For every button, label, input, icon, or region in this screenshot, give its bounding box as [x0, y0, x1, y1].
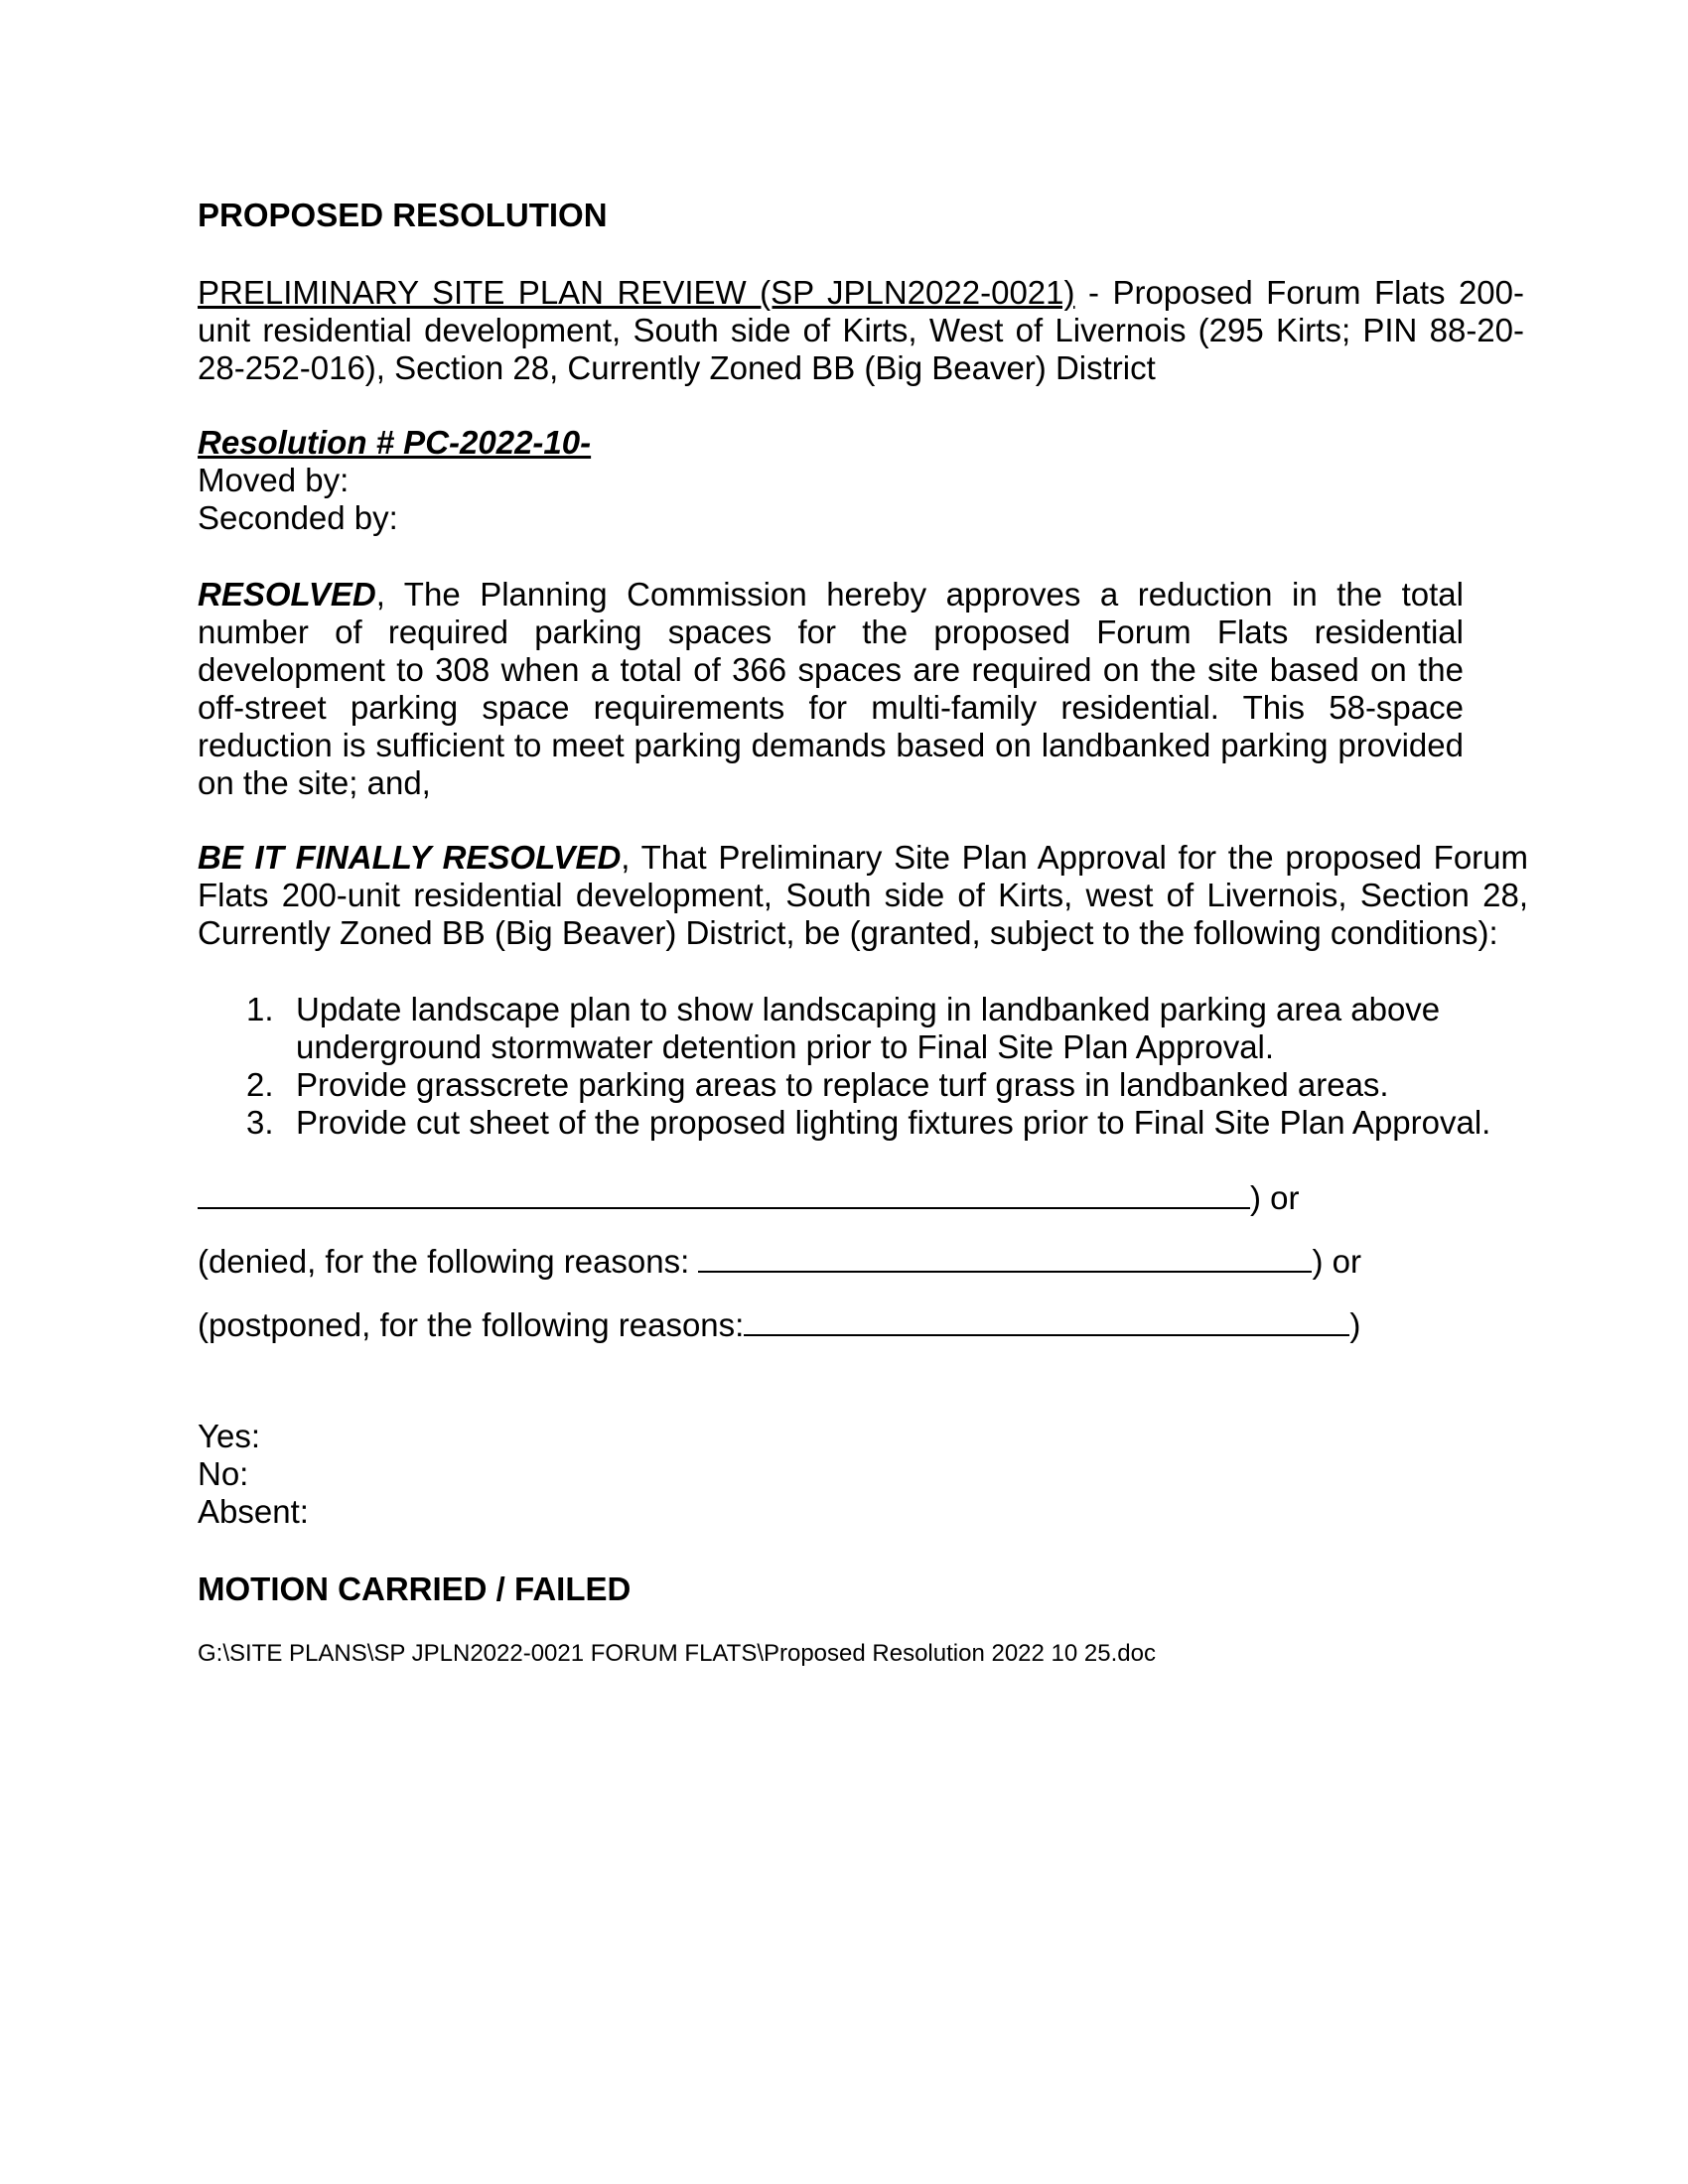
- vote-no-label: No:: [198, 1455, 249, 1492]
- document-title: PROPOSED RESOLUTION: [198, 197, 608, 233]
- resolved-lead: RESOLVED: [198, 576, 376, 613]
- vote-yes-label: Yes:: [198, 1418, 261, 1454]
- denied-suffix: ) or: [1312, 1243, 1361, 1280]
- list-item: [198, 1104, 1528, 1142]
- finally-resolved-paragraph: [198, 839, 1528, 952]
- condition-text: Provide grasscrete parking areas to replace turf grass in landbanked areas.: [296, 1066, 1389, 1103]
- denied-prefix: (denied, for the following reasons:: [198, 1243, 699, 1280]
- list-item: [198, 991, 1528, 1066]
- vote-absent-label: Absent:: [198, 1493, 309, 1530]
- postponed-blank-line: [744, 1304, 1349, 1336]
- resolved-text: , The Planning Commission hereby approves a reduction in the total number of required parking spaces for the proposed Forum Flats residential development to 308 when a total of 366 spaces are required on the site based on the off-street parking space requirements for multi-family residential. This 58-space reduction is sufficient to meet parking demands based on landbanked parking provided on the site; and,: [198, 576, 1464, 801]
- site-plan-review-description: - Proposed Forum Flats 200-unit residential development, South side of Kirts, West of Livernois (295 Kirts; PIN 88-20-28-252-016), Section 28, Currently Zoned BB (Big Beaver) District: [198, 274, 1525, 386]
- moved-by-label: Moved by:: [198, 462, 350, 498]
- granted-suffix: ) or: [1250, 1179, 1300, 1216]
- conditions-list: [198, 991, 1528, 1142]
- site-plan-review-paragraph: [198, 274, 1524, 387]
- condition-number: 2.: [246, 1066, 274, 1103]
- denied-blank-line: [698, 1241, 1312, 1273]
- finally-resolved-text: , That Preliminary Site Plan Approval for the proposed Forum Flats 200-unit residential development, South side of Kirts, west of Livernois, Section 28, Currently Zoned BB (Big Beaver) District, be (granted, subject to the following conditions):: [198, 839, 1529, 951]
- postponed-option: [198, 1304, 1360, 1344]
- resolved-paragraph: [198, 576, 1464, 802]
- granted-option: [198, 1177, 1300, 1217]
- postponed-prefix: (postponed, for the following reasons:: [198, 1306, 745, 1343]
- site-plan-review-heading: PRELIMINARY SITE PLAN REVIEW (SP JPLN2022-0021): [198, 274, 1075, 311]
- condition-text: Provide cut sheet of the proposed lighting fixtures prior to Final Site Plan Approval.: [296, 1104, 1491, 1141]
- resolution-number: Resolution # PC-2022-10-: [198, 424, 592, 461]
- list-item: [198, 1066, 1528, 1104]
- condition-text: Update landscape plan to show landscaping in landbanked parking area above underground stormwater detention prior to Final Site Plan Approval.: [296, 991, 1441, 1065]
- condition-number: 1.: [246, 991, 274, 1027]
- motion-result: MOTION CARRIED / FAILED: [198, 1570, 632, 1607]
- granted-blank-line: [198, 1177, 1250, 1209]
- condition-number: 3.: [246, 1104, 274, 1141]
- denied-option: [198, 1241, 1361, 1281]
- file-path-footer: G:\SITE PLANS\SP JPLN2022-0021 FORUM FLATS\Proposed Resolution 2022 10 25.doc: [198, 1640, 1156, 1667]
- seconded-by-label: Seconded by:: [198, 499, 398, 536]
- postponed-suffix: ): [1349, 1306, 1361, 1343]
- finally-resolved-lead: BE IT FINALLY RESOLVED: [198, 839, 622, 876]
